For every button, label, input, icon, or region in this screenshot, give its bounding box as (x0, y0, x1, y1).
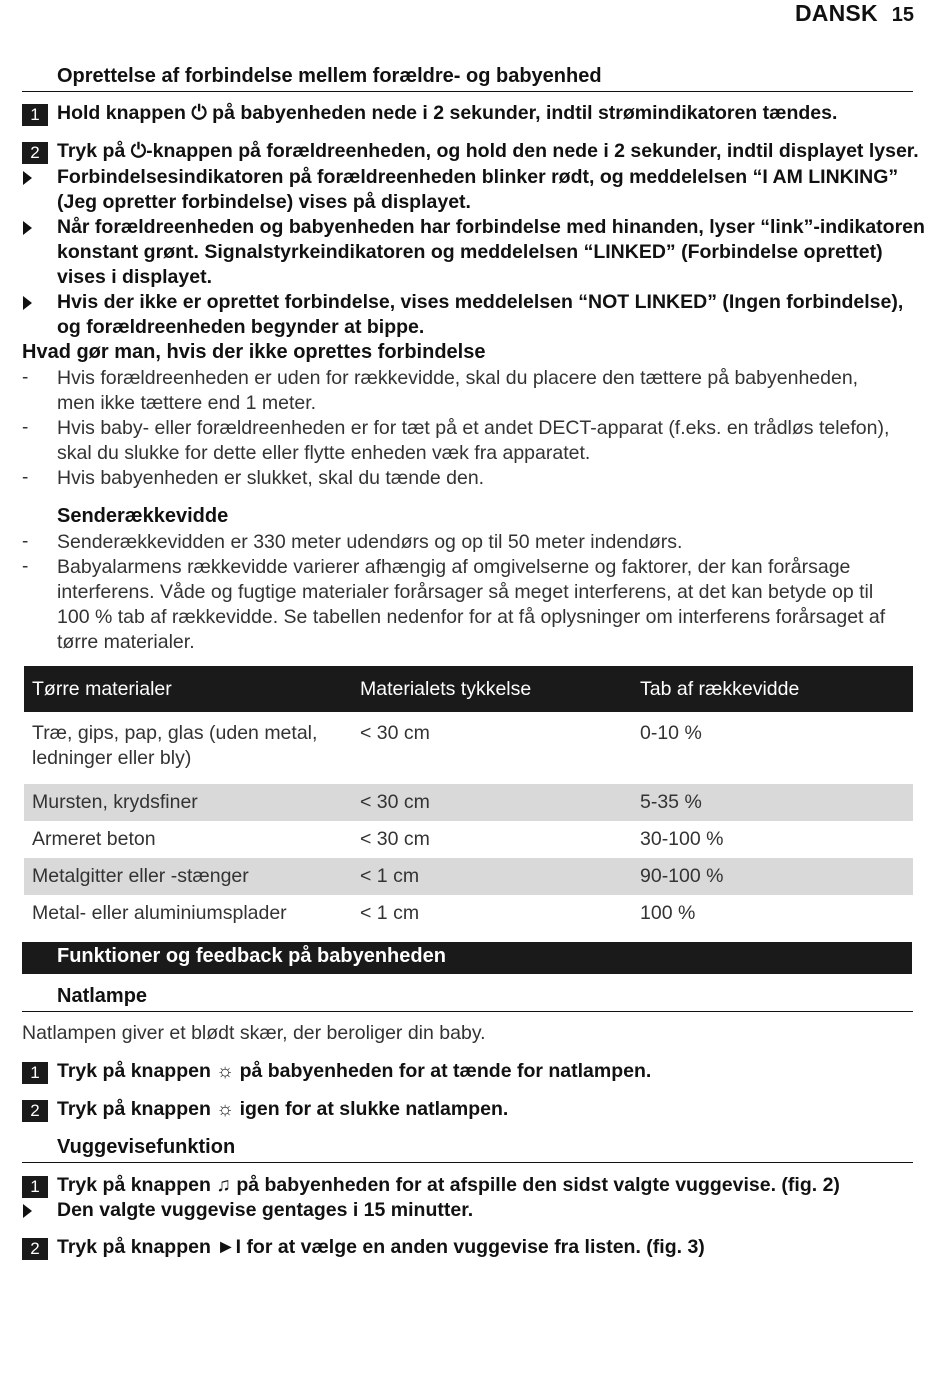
step-text: Tryk på knappen ☼ på babyenheden for at tænde for natlampen. (57, 1060, 652, 1082)
troubleshoot-text: Hvis baby- eller forældreenheden er for tæt på et andet DECT-apparat (f.eks. en trådløs telefon), (57, 417, 890, 439)
result-text: (Jeg opretter forbindelse) vises på displayet. (57, 191, 471, 213)
nightlight-title: Natlampe (22, 984, 913, 1012)
dash-bullet: - (22, 417, 29, 438)
dash-bullet: - (22, 367, 29, 388)
table-header: Materialets tykkelse (352, 666, 632, 712)
troubleshoot-text: Hvis babyenheden er slukket, skal du tænde den. (57, 467, 485, 489)
range-text: tørre materialer. (57, 631, 195, 653)
step-number: 1 (22, 104, 48, 126)
result-text: konstant grønt. Signalstyrkeindikatoren og meddelelsen “LINKED” (Forbindelse oprettet) (57, 241, 883, 263)
result-text: og forældreenheden begynder at bippe. (57, 316, 425, 338)
result-text: Når forældreenheden og babyenheden har forbindelse med hinanden, lyser “link”-indikatoren (57, 216, 925, 238)
step-text: Tryk på knappen ♫ på babyenheden for at afspille den sidst valgte vuggevise. (fig. 2) (57, 1174, 840, 1196)
table-cell-loss: 30-100 % (640, 828, 724, 850)
table-row (24, 712, 913, 784)
step-text: Hold knappen ⏻ på babyenheden nede i 2 sekunder, indtil strømindikatoren tændes. (57, 102, 838, 124)
step-number: 1 (22, 1176, 48, 1198)
result-text: Hvis der ikke er oprettet forbindelse, vises meddelelsen “NOT LINKED” (Ingen forbindelse), (57, 291, 904, 313)
troubleshoot-text: Hvis forældreenheden er uden for rækkevidde, skal du placere den tættere på babyenheden, (57, 367, 859, 389)
table-cell-loss: 0-10 % (640, 722, 702, 744)
table-cell-thickness: < 30 cm (360, 828, 430, 850)
result-bullet-icon (23, 221, 32, 235)
range-title: Senderækkevidde (57, 505, 229, 527)
step-text: Tryk på ⏻-knappen på forældreenheden, og hold den nede i 2 sekunder, indtil displayet lyser. (57, 140, 919, 162)
step-text: Tryk på knappen ☼ igen for at slukke natlampen. (57, 1098, 509, 1120)
troubleshoot-text: men ikke tættere end 1 meter. (57, 392, 317, 414)
table-cell-thickness: < 30 cm (352, 784, 632, 821)
step-number: 1 (22, 1062, 48, 1084)
table-cell-material: Metalgitter eller -stænger (24, 858, 352, 895)
step-number: 2 (22, 1238, 48, 1260)
step-number: 2 (22, 1100, 48, 1122)
table-cell-material: Træ, gips, pap, glas (uden metal, ledninger eller bly) (32, 722, 318, 769)
step-number: 2 (22, 142, 48, 164)
range-text: Senderækkevidden er 330 meter udendørs og op til 50 meter indendørs. (57, 531, 683, 553)
dash-bullet: - (22, 531, 29, 552)
range-text: 100 % tab af rækkevidde. Se tabellen nedenfor for at få oplysninger om interferens forårsaget af (57, 606, 886, 628)
section-title-features: Funktioner og feedback på babyenheden (22, 942, 912, 974)
table-row (24, 895, 913, 932)
table-cell-thickness: < 30 cm (360, 722, 430, 744)
table-cell-material: Metal- eller aluminiumsplader (32, 902, 287, 924)
range-text: interferens. Våde og fugtige materialer forårsager så meget interferens, at det kan betyde op til (57, 581, 874, 603)
table-row (24, 858, 913, 895)
table-row (24, 784, 913, 821)
table-header: Tørre materialer (24, 666, 352, 712)
table-cell-thickness: < 1 cm (352, 858, 632, 895)
table-cell-loss: 5-35 % (632, 784, 913, 821)
table-row (24, 821, 913, 858)
table-header: Tab af rækkevidde (632, 666, 913, 712)
language-label: DANSK (794, 0, 878, 26)
table-cell-loss: 90-100 % (632, 858, 913, 895)
troubleshoot-title: Hvad gør man, hvis der ikke oprettes forbindelse (22, 341, 486, 363)
troubleshoot-text: skal du slukke for dette eller flytte enheden væk fra apparatet. (57, 442, 591, 464)
table-cell-material: Armeret beton (32, 828, 156, 850)
step-text: Tryk på knappen ►I for at vælge en anden vuggevise fra listen. (fig. 3) (57, 1236, 705, 1258)
page-header (795, 0, 914, 30)
section-title-linking: Oprettelse af forbindelse mellem forældre- og babyenhed (22, 64, 913, 92)
table-cell-thickness: < 1 cm (360, 902, 420, 924)
table-cell-loss: 100 % (640, 902, 696, 924)
materials-table (24, 666, 913, 932)
nightlight-intro: Natlampen giver et blødt skær, der beroliger din baby. (22, 1022, 486, 1044)
result-text: vises i displayet. (57, 266, 213, 288)
result-bullet-icon (23, 1204, 32, 1218)
dash-bullet: - (22, 467, 29, 488)
result-text: Forbindelsesindikatoren på forældreenheden blinker rødt, og meddelelsen “I AM LINKING” (57, 166, 899, 188)
table-cell-material: Mursten, krydsfiner (24, 784, 352, 821)
result-bullet-icon (23, 171, 32, 185)
table-header-row (24, 666, 913, 712)
page-number: 15 (891, 4, 914, 26)
result-text: Den valgte vuggevise gentages i 15 minutter. (57, 1199, 474, 1221)
range-text: Babyalarmens rækkevidde varierer afhængig af omgivelserne og faktorer, der kan forårsage (57, 556, 851, 578)
lullaby-title: Vuggevisefunktion (22, 1135, 913, 1163)
dash-bullet: - (22, 556, 29, 577)
result-bullet-icon (23, 296, 32, 310)
